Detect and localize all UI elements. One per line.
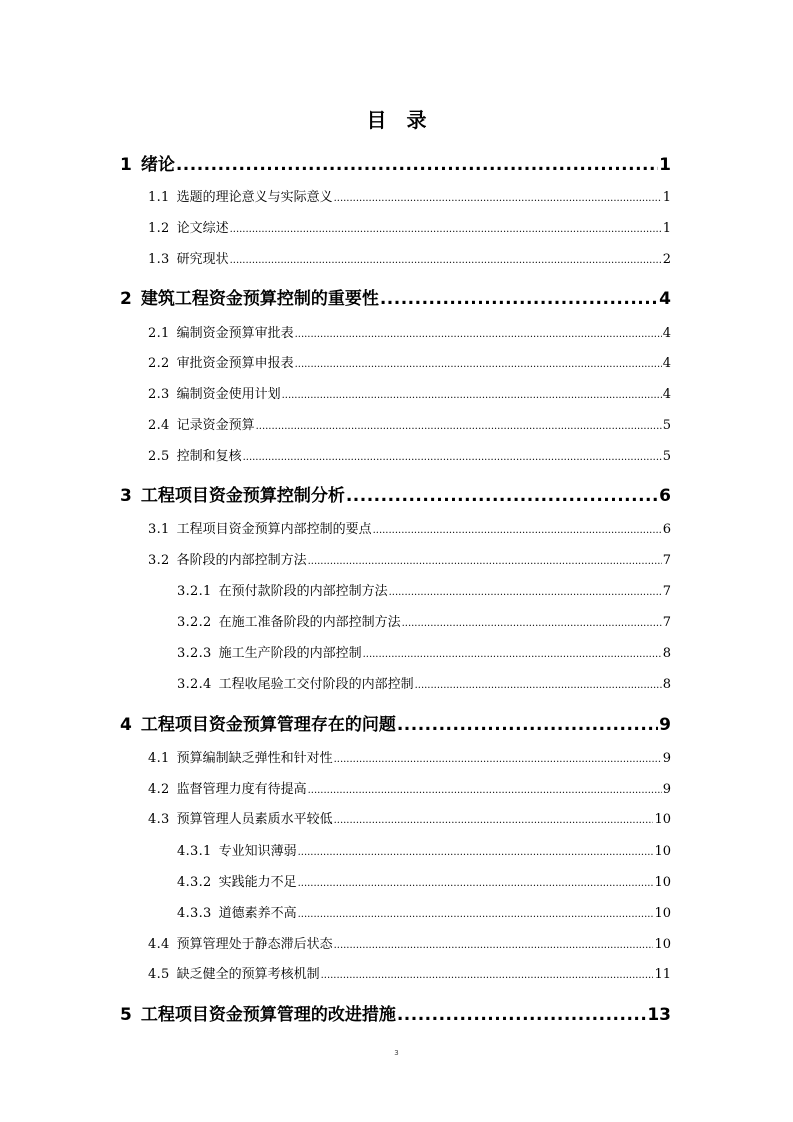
- page-number: 3: [394, 1049, 399, 1057]
- toc-entry-1[interactable]: [120, 150, 671, 175]
- toc-dot-leader: [282, 390, 662, 401]
- toc-entry-1-1[interactable]: [148, 186, 671, 205]
- toc-entry-2-5[interactable]: [148, 445, 671, 464]
- toc-entry-label: 控制和复核: [176, 449, 242, 464]
- toc-entry-label: 绪论: [140, 155, 175, 175]
- toc-entry-number: 2.3: [148, 387, 170, 402]
- toc-entry-page: 8: [662, 646, 671, 661]
- toc-entry-page: 1: [659, 155, 671, 175]
- toc-entry-4-3-1[interactable]: [177, 840, 671, 859]
- toc-entry-page: 4: [662, 387, 671, 402]
- toc-entry-label: 工程项目资金预算控制分析: [140, 486, 345, 506]
- toc-entry-page: 8: [662, 677, 671, 692]
- toc-entry-label: 论文综述: [176, 221, 229, 236]
- toc-entry-number: 4.4: [148, 937, 170, 952]
- toc-entry-label: 工程项目资金预算内部控制的要点: [176, 522, 372, 537]
- toc-dot-leader: [308, 556, 662, 567]
- toc-entry-label: 工程项目资金预算管理存在的问题: [140, 715, 396, 735]
- toc-entry-number: 2.1: [148, 326, 170, 341]
- toc-entry-label: 实践能力不足: [218, 875, 297, 890]
- toc-entry-page: 9: [659, 715, 671, 735]
- toc-entry-page: 10: [654, 875, 671, 890]
- toc-entry-page: 9: [662, 751, 671, 766]
- toc-entry-number: 3.2: [148, 553, 170, 568]
- toc-entry-label: 预算编制缺乏弹性和针对性: [176, 751, 333, 766]
- toc-entry-label: 选题的理论意义与实际意义: [176, 190, 333, 205]
- toc-entry-2-1[interactable]: [148, 322, 671, 341]
- toc-dot-leader: [243, 452, 662, 463]
- toc-dot-leader: [363, 649, 662, 660]
- toc-entry-number: 4.3.3: [177, 906, 212, 921]
- toc-entry-page: 10: [654, 906, 671, 921]
- toc-entry-1-2[interactable]: [148, 217, 671, 236]
- toc-dot-leader: [380, 289, 658, 309]
- toc-entry-page: 2: [662, 252, 671, 267]
- toc-dot-leader: [298, 847, 654, 858]
- toc-entry-page: 1: [662, 221, 671, 236]
- toc-entry-page: 9: [662, 782, 671, 797]
- toc-entry-number: 3.1: [148, 522, 170, 537]
- toc-entry-label: 预算管理处于静态滞后状态: [176, 937, 333, 952]
- toc-entry-number: 4.2: [148, 782, 170, 797]
- toc-entry-4-1[interactable]: [148, 747, 671, 766]
- toc-entry-4-3-2[interactable]: [177, 871, 671, 890]
- toc-entry-number: 4.1: [148, 751, 170, 766]
- toc-entry-number: 1: [120, 155, 132, 175]
- toc-dot-leader: [298, 909, 654, 920]
- toc-entry-number: 4.5: [148, 967, 170, 982]
- toc-dot-leader: [389, 587, 662, 598]
- toc-entry-3-2-1[interactable]: [177, 580, 671, 599]
- toc-entry-label: 工程项目资金预算管理的改进措施: [140, 1005, 396, 1025]
- toc-dot-leader: [230, 224, 662, 235]
- toc-entry-number: 2: [120, 289, 132, 309]
- toc-entry-page: 7: [662, 584, 671, 599]
- toc-entry-label: 编制资金预算审批表: [176, 326, 294, 341]
- toc-entry-page: 13: [647, 1005, 671, 1025]
- toc-dot-leader: [295, 329, 662, 340]
- toc-entry-label: 监督管理力度有待提高: [176, 782, 307, 797]
- toc-entry-3[interactable]: [120, 481, 671, 506]
- toc-entry-label: 审批资金预算申报表: [176, 356, 294, 371]
- toc-entry-label: 记录资金预算: [176, 418, 255, 433]
- toc-entry-2-4[interactable]: [148, 414, 671, 433]
- toc-entry-4[interactable]: [120, 710, 671, 735]
- toc-dot-leader: [415, 680, 662, 691]
- toc-entry-page: 4: [659, 289, 671, 309]
- toc-entry-number: 3.2.2: [177, 615, 212, 630]
- toc-entry-number: 4.3.1: [177, 844, 212, 859]
- toc-entry-3-2-2[interactable]: [177, 611, 671, 630]
- toc-entry-page: 6: [662, 522, 671, 537]
- toc-entry-label: 各阶段的内部控制方法: [176, 553, 307, 568]
- toc-entry-label: 专业知识薄弱: [218, 844, 297, 859]
- toc-entry-page: 7: [662, 615, 671, 630]
- toc-entry-2[interactable]: [120, 284, 671, 309]
- toc-entry-4-3[interactable]: [148, 808, 671, 827]
- toc-entry-page: 7: [662, 553, 671, 568]
- toc-entry-number: 3: [120, 486, 132, 506]
- toc-entry-4-4[interactable]: [148, 933, 671, 952]
- toc-dot-leader: [321, 970, 654, 981]
- toc-entry-page: 11: [654, 967, 671, 982]
- toc-entry-number: 2.2: [148, 356, 170, 371]
- toc-entry-2-3[interactable]: [148, 383, 671, 402]
- toc-entry-label: 预算管理人员素质水平较低: [176, 812, 333, 827]
- toc-title-part1: 目: [366, 108, 387, 132]
- toc-entry-3-1[interactable]: [148, 518, 671, 537]
- toc-entry-number: 3.2.3: [177, 646, 212, 661]
- toc-entry-2-2[interactable]: [148, 352, 671, 371]
- toc-entry-number: 4: [120, 715, 132, 735]
- toc-entry-number: 5: [120, 1005, 132, 1025]
- toc-entry-label: 研究现状: [176, 252, 229, 267]
- toc-entry-label: 建筑工程资金预算控制的重要性: [140, 289, 379, 309]
- toc-entry-label: 编制资金使用计划: [176, 387, 281, 402]
- toc-entry-page: 1: [662, 190, 671, 205]
- toc-dot-leader: [334, 193, 662, 204]
- toc-entry-number: 3.2.1: [177, 584, 212, 599]
- toc-dot-leader: [230, 255, 662, 266]
- toc-dot-leader: [256, 421, 662, 432]
- toc-entry-number: 1.3: [148, 252, 170, 267]
- toc-dot-leader: [402, 618, 662, 629]
- toc-entry-label: 施工生产阶段的内部控制: [218, 646, 362, 661]
- toc-entry-3-2-3[interactable]: [177, 642, 671, 661]
- toc-entry-label: 道德素养不高: [218, 906, 297, 921]
- toc-entry-number: 4.3.2: [177, 875, 212, 890]
- toc-entry-number: 4.3: [148, 812, 170, 827]
- toc-entry-page: 4: [662, 326, 671, 341]
- toc-entry-label: 缺乏健全的预算考核机制: [176, 967, 320, 982]
- toc-entry-3-2-4[interactable]: [177, 673, 671, 692]
- toc-entry-page: 4: [662, 356, 671, 371]
- toc-entry-label: 工程收尾验工交付阶段的内部控制: [218, 677, 414, 692]
- toc-entry-page: 5: [662, 418, 671, 433]
- toc-entry-number: 1.2: [148, 221, 170, 236]
- toc-dot-leader: [373, 525, 662, 536]
- toc-entry-page: 10: [654, 937, 671, 952]
- toc-entry-number: 3.2.4: [177, 677, 212, 692]
- toc-dot-leader: [397, 1005, 646, 1025]
- toc-dot-leader: [346, 486, 658, 506]
- toc-dot-leader: [295, 359, 662, 370]
- toc-entry-label: 在施工准备阶段的内部控制方法: [218, 615, 401, 630]
- toc-dot-leader: [397, 715, 658, 735]
- toc-entry-label: 在预付款阶段的内部控制方法: [218, 584, 388, 599]
- toc-entry-number: 2.5: [148, 449, 170, 464]
- toc-dot-leader: [334, 754, 662, 765]
- toc-entry-1-3[interactable]: [148, 248, 671, 267]
- toc-dot-leader: [334, 940, 654, 951]
- toc-entry-4-3-3[interactable]: [177, 902, 671, 921]
- toc-dot-leader: [334, 815, 654, 826]
- toc-entry-5[interactable]: [120, 1000, 671, 1025]
- toc-entry-4-2[interactable]: [148, 778, 671, 797]
- toc-entry-number: 2.4: [148, 418, 170, 433]
- toc-dot-leader: [176, 155, 658, 175]
- toc-dot-leader: [298, 878, 654, 889]
- toc-entry-page: 5: [662, 449, 671, 464]
- toc-dot-leader: [308, 785, 662, 796]
- toc-title-part2: 录: [406, 108, 427, 132]
- toc-entry-3-2[interactable]: [148, 549, 671, 568]
- toc-entry-page: 6: [659, 486, 671, 506]
- toc-entry-page: 10: [654, 812, 671, 827]
- toc-entry-4-5[interactable]: [148, 963, 671, 982]
- toc-entry-number: 1.1: [148, 190, 170, 205]
- toc-entry-page: 10: [654, 844, 671, 859]
